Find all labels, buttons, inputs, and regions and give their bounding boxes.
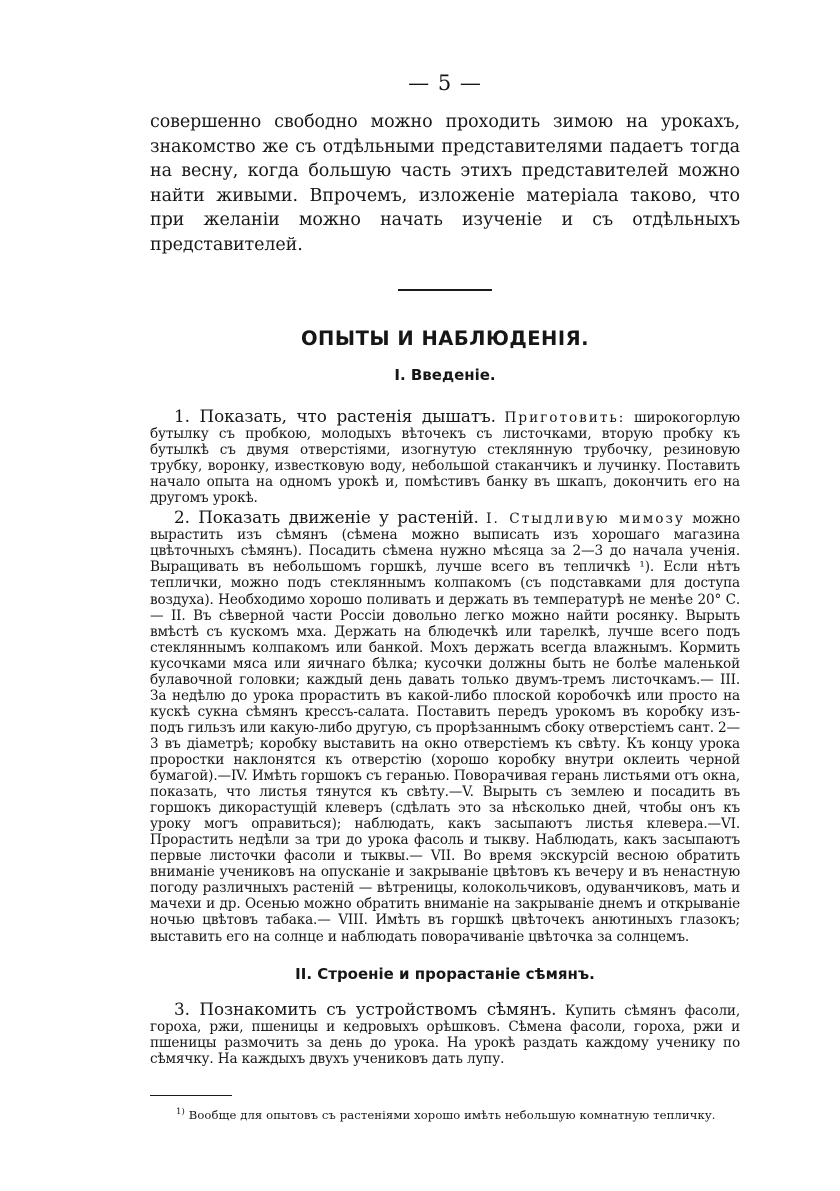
subsection-title-seeds: II. Строенiе и прорастанiе сѣмянъ. bbox=[295, 964, 595, 983]
experiment-paragraph-2 bbox=[150, 509, 740, 944]
document-page bbox=[150, 70, 740, 1124]
experiment-3-body: Купить сѣмянъ фасоли, гороха, ржи, пшеницы и кедровыхъ орѣшковъ. Сѣмена фасоли, гороха, ржи и пшеницы размочить за день до урока. На урокѣ раздать каждому ученику по сѣмячку. На каждыхъ двухъ учениковъ дать лупу. bbox=[150, 1002, 741, 1067]
experiment-1-prepare-label: Приготовить: bbox=[504, 410, 626, 426]
experiment-1-title: 1. Показать, что растенiя дышатъ. bbox=[174, 406, 496, 426]
footnote-mark: 1) bbox=[176, 1106, 185, 1117]
footnote-text: Вообще для опытовъ съ растенiями хорошо имѣть небольшую комнатную тепличку. bbox=[188, 1107, 716, 1122]
experiment-paragraph-1 bbox=[150, 408, 740, 506]
footnote-divider bbox=[150, 1095, 232, 1096]
intro-paragraph: совершенно свободно можно проходить зимою на урокахъ, знакомство же съ отдѣльными представителями падаетъ тогда на весну, когда большую часть этихъ представителей можно найти живыми. Впрочемъ, изложенiе матерiала таково, что при желанiи можно начать изученiе и съ отдѣльныхъ представителей. bbox=[150, 112, 740, 255]
section-title: ОПЫТЫ И НАБЛЮДЕНIЯ. bbox=[300, 327, 590, 350]
page-number: — 5 — bbox=[408, 71, 482, 95]
experiment-3-title: 3. Познакомить съ устройствомъ сѣмянъ. bbox=[174, 998, 557, 1019]
footnote bbox=[150, 1104, 740, 1124]
experiment-2-mimosa-label: I. Стыдливую мимозу bbox=[486, 511, 685, 528]
experiment-2-body: можно вырастить изъ сѣмянъ (сѣмена можно выписать изъ хорошаго магазина цвѣточныхъ сѣмянъ). Посадить сѣмена нужно мѣсяца за 2—3 до начала ученiя. Выращивать въ небольшомъ горшкѣ, лучше всего въ тепличкѣ ¹). Если нѣтъ теплички, можно подъ стекляннымъ колпакомъ (съ подставками для доступа воздуха). Необходимо хорошо поливать и держать въ температурѣ не менѣе 20° С.— II. Въ сѣверной части Россiи довольно легко можно найти росянку. Вырыть вмѣстѣ съ кускомъ мха. Держать на блюдечкѣ или тарелкѣ, лучше всего подъ стекляннымъ колпакомъ или банкой. Мохъ держать всегда влажнымъ. Кормить кусочками мяса или яичнаго бѣлка; кусочки должны быть не болѣе маленькой булавочной головки; каждый день давать только двумъ-тремъ листочкамъ.— III. За недѣлю до урока прорастить въ какой-либо плоской коробочкѣ или просто на кускѣ сукна сѣмянъ крессъ-салата. Поставить передъ урокомъ въ коробку изъ-подъ гильзъ или какую-либо другую, съ прорѣзаннымъ сбоку отверстiемъ сант. 2—3 въ дiаметрѣ; коробку выставить на окно отверстiемъ къ свѣту. Къ концу урока проростки наклонятся къ отверстiю (хорошо коробку внутри оклеить черной бумагой).—IV. Имѣть горшокъ съ геранью. Поворачивая герань листьями отъ окна, показать, что листья тянутся къ свѣту.—V. Вырыть съ землею и посадить въ горшокъ дикорастущiй клеверъ (сдѣлать это за нѣсколько дней, чтобы онъ къ уроку могъ оправиться); наблюдать, какъ засыпаютъ листья клевера.—VI. Прорастить недѣли за три до урока фасоль и тыкву. Наблюдать, какъ засыпаютъ первые листочки фасоли и тыквы.— VII. Во время экскурсiй весною обратить вниманiе учениковъ на опусканiе и закрыванiе цвѣтовъ къ вечеру и въ ненастную погоду различныхъ растенiй — вѣтреницы, колокольчиковъ, одуванчиковъ, мать и мачехи и др. Осенью можно обратить вниманiе на закрыванiе днемъ и открыванiе ночью цвѣтовъ табака.— VIII. Имѣть въ горшкѣ цвѣточекъ анютиныхъ глазокъ; выставить его на солнце и наблюдать поворачиванiе цвѣточка за солнцемъ. bbox=[150, 511, 740, 945]
experiment-1-body: широкогорлую бутылку съ пробкою, молодыхъ вѣточекъ съ листочками, вторую пробку къ бутылкѣ съ двумя отверстiями, изогнутую стеклянную трубочку, резиновую трубку, воронку, известковую воду, небольшой стаканчикъ и лучинку. Поставить начало опыта на одномъ урокѣ и, помѣстивъ банку въ шкапъ, докончить его на другомъ урокѣ. bbox=[150, 410, 740, 507]
experiment-paragraph-3 bbox=[150, 998, 741, 1067]
section-divider bbox=[398, 289, 492, 291]
experiment-2-title: 2. Показать движенiе у растенiй. bbox=[174, 507, 479, 528]
subsection-title-introduction: I. Введенiе. bbox=[394, 366, 496, 384]
